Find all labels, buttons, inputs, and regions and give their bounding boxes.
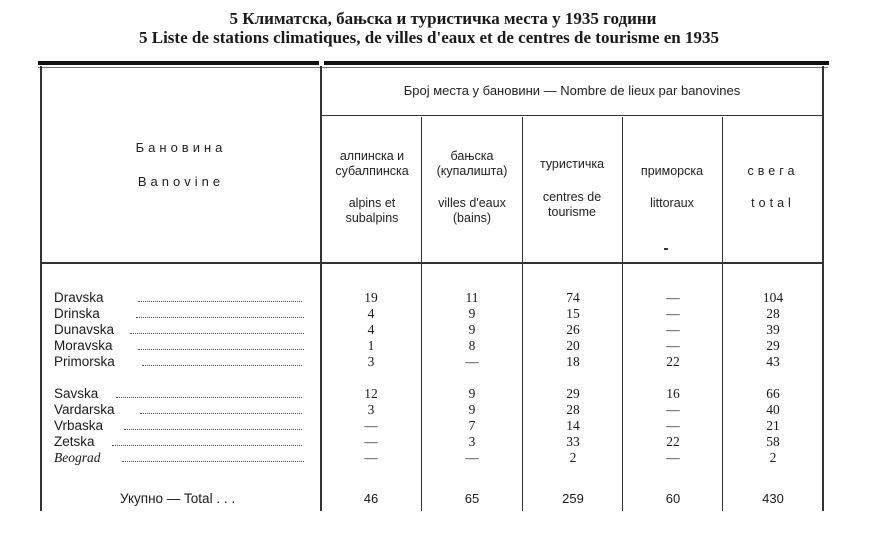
- col-header-spa-fr: villes d'eaux (bains): [438, 196, 506, 225]
- row-label-header-fr: Banovine: [137, 174, 225, 189]
- cell-alpine: 4: [367, 322, 375, 337]
- col-header-alpine-fr: alpins et subalpins: [345, 196, 399, 225]
- cell-tourism: 2: [569, 450, 577, 465]
- col-header-total-sr: свега: [747, 164, 799, 178]
- leader-dots: [124, 428, 302, 430]
- cell-coastal: —: [666, 418, 680, 433]
- cell-spa: 9: [468, 306, 476, 321]
- group-header-divider: [322, 115, 822, 116]
- leader-dots: [138, 348, 304, 350]
- leader-dots: [142, 364, 302, 366]
- cell-coastal: —: [666, 402, 680, 417]
- leader-dots: [116, 396, 302, 398]
- cell-total: 2: [769, 450, 777, 465]
- cell-alpine: 3: [367, 402, 375, 417]
- cell-spa: 11: [465, 290, 479, 305]
- column-divider: [522, 117, 523, 511]
- page-title-serbian: 5 Климатска, бањска и туристичка места у 1935 години: [229, 9, 657, 28]
- row-name: Dravska: [54, 290, 104, 305]
- col-header-total-fr: total: [751, 196, 795, 210]
- cell-tourism: 33: [566, 434, 580, 449]
- cell-coastal: —: [666, 306, 680, 321]
- cell-total: 58: [766, 434, 780, 449]
- total-total: 430: [762, 491, 784, 506]
- col-header-spa-sr: бањска (купалишта): [436, 149, 508, 178]
- cell-tourism: 29: [566, 386, 580, 401]
- cell-alpine: 3: [367, 354, 375, 369]
- row-name: Dunavska: [54, 322, 115, 337]
- cell-total: 66: [766, 386, 780, 401]
- cell-alpine: —: [364, 450, 378, 465]
- top-rule-left: [38, 61, 319, 65]
- total-spa: 65: [464, 491, 480, 506]
- cell-tourism: 26: [566, 322, 580, 337]
- cell-alpine: 19: [364, 290, 378, 305]
- table-right-border: [822, 66, 824, 511]
- cell-coastal: 16: [666, 386, 680, 401]
- cell-tourism: 15: [566, 306, 580, 321]
- cell-spa: 8: [468, 338, 476, 353]
- cell-tourism: 28: [566, 402, 580, 417]
- cell-total: 40: [766, 402, 780, 417]
- cell-spa: 3: [468, 434, 476, 449]
- row-name: Moravska: [54, 338, 113, 353]
- cell-alpine: —: [364, 418, 378, 433]
- column-divider: [421, 117, 422, 511]
- col-header-coastal-fr: littoraux: [650, 196, 694, 210]
- cell-total: 29: [766, 338, 780, 353]
- cell-spa: —: [465, 450, 479, 465]
- leader-dots: [136, 316, 304, 318]
- cell-spa: 7: [468, 418, 476, 433]
- cell-total: 28: [766, 306, 780, 321]
- row-label-header-sr: Бановина: [135, 140, 227, 155]
- col-header-tourism-fr: centres de tourisme: [542, 190, 602, 219]
- cell-spa: 9: [468, 322, 476, 337]
- cell-total: 21: [766, 418, 780, 433]
- column-divider: [722, 117, 723, 511]
- cell-alpine: 12: [364, 386, 378, 401]
- cell-coastal: —: [666, 290, 680, 305]
- cell-tourism: 14: [566, 418, 580, 433]
- column-divider: [622, 117, 623, 511]
- cell-coastal: —: [666, 450, 680, 465]
- cell-alpine: 1: [367, 338, 375, 353]
- decorative-dot: [664, 248, 668, 250]
- row-name: Primorska: [54, 354, 115, 369]
- col-header-alpine-sr: алпинска и субалпинска: [335, 149, 409, 178]
- cell-total: 39: [766, 322, 780, 337]
- col-header-coastal-sr: приморска: [640, 164, 704, 178]
- leader-dots: [130, 332, 304, 334]
- cell-tourism: 20: [566, 338, 580, 353]
- cell-total: 43: [766, 354, 780, 369]
- cell-coastal: 22: [666, 354, 680, 369]
- cell-coastal: —: [666, 338, 680, 353]
- cell-alpine: 4: [367, 306, 375, 321]
- cell-spa: 9: [468, 402, 476, 417]
- row-name: Zetska: [54, 434, 95, 449]
- table-left-border: [40, 66, 42, 511]
- cell-total: 104: [762, 290, 784, 305]
- row-name: Drinska: [54, 306, 100, 321]
- cell-alpine: —: [364, 434, 378, 449]
- cell-coastal: 22: [666, 434, 680, 449]
- cell-tourism: 74: [566, 290, 580, 305]
- cell-spa: —: [465, 354, 479, 369]
- total-label: Укупно — Total . . .: [120, 491, 236, 506]
- leader-dots: [140, 412, 302, 414]
- top-rule-thin: [38, 67, 828, 68]
- row-name: Vrbaska: [54, 418, 104, 433]
- total-coastal: 60: [665, 491, 681, 506]
- cell-coastal: —: [666, 322, 680, 337]
- top-rule-right: [324, 61, 829, 65]
- total-tourism: 259: [562, 491, 584, 506]
- cell-spa: 9: [468, 386, 476, 401]
- page-title-french: 5 Liste de stations climatiques, de villes d'eaux et de centres de tourisme en 1935: [138, 28, 719, 47]
- leader-dots: [122, 460, 304, 462]
- total-alpine: 46: [363, 491, 379, 506]
- col-header-tourism-sr: туристичка: [539, 157, 605, 171]
- leader-dots: [138, 300, 302, 302]
- row-name: Vardarska: [54, 402, 115, 417]
- leader-dots: [112, 444, 302, 446]
- row-name: Savska: [54, 386, 99, 401]
- header-bottom-rule: [42, 262, 822, 264]
- group-header: Број места у бановини — Nombre de lieux par banovines: [403, 83, 741, 98]
- cell-tourism: 18: [566, 354, 580, 369]
- row-name: Beograd: [54, 450, 101, 465]
